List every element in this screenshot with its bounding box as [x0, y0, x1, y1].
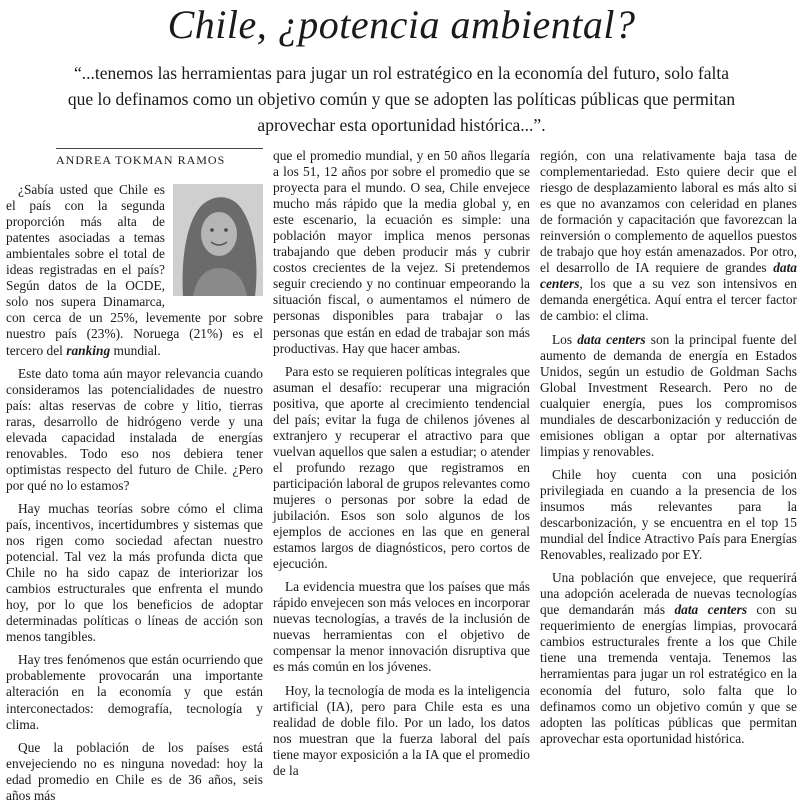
col1-p1: ¿Sabía usted que Chile es el país con la segunda proporción más alta de patentes asociadas a temas ambientales sobre el total de ideas registradas en el país? Según datos de la OCDE, solo nos supera Dinamarca, con cerca de un 25%, levemente por sobre nuestro país (23%). Noruega (21%) es el tercero del [6, 182, 263, 358]
col2-p3: La evidencia muestra que los países que más rápido envejecen son más veloces en incorporar nuevas tecnologías, a través de la inclusión de nuevas herramientas con el objetivo de compensar la menor innovación disruptiva que es más común en los jóvenes. [273, 579, 530, 675]
col3-p2-start: Los [552, 331, 573, 347]
col2-p1: que el promedio mundial, y en 50 años llegaría a los 51, 12 años por sobre el promedio que se proyecta para el mundo. O sea, Chile envejece mucho más rápido que la media global y, en este escenario, la ecuación es simple: una población mayor implica menos personas trabajando que deben producir más y cubrir costos crecientes de la vejez. Si pretendemos seguir creciendo y no continuar empeorando la situación fiscal, o aumentamos el número de personas disponibles para trabajar o las personas que están en edad de trabajar son más productivas. Hay que hacer ambas. [273, 148, 530, 356]
col1-p1-end: mundial. [113, 342, 161, 358]
col1-p3: Hay muchas teorías sobre cómo el clima país, incentivos, incertidumbres y sistemas que nos rigen como sociedad afectan nuestro potencial. Tal vez la más profunda dicta que Chile no ha sido capaz de interiorizar los cambios estructurales que enfrenta el mundo hoy, por lo que los beneficios de adoptar determinadas políticas o líneas de acción son menos tangibles. [6, 500, 263, 645]
col3-p1-end: , los que a su vez son intensivos en demanda energética. Aquí entra el tercer factor de cambio: el clima. [540, 276, 797, 324]
col3-p2-end: son la principal fuente del aumento de demanda de energía en Estados Unidos, según un estudio de Goldman Sachs Global Investment Research. Pero no de cualquier energía, pues los compromisos mundiales de descarbonización y reducción de emisiones obligan a optar por alternativas limpias y renovables. [540, 331, 797, 459]
pull-quote: “...tenemos las herramientas para jugar un rol estratégico en la economía del futuro, solo falta que lo definamos como un objetivo común y que se adopten las políticas públicas que permitan aprovechar esta oportunidad histórica...”. [67, 63, 736, 135]
article-body [6, 148, 798, 803]
col1-p1-italic: ranking [66, 342, 111, 358]
col3-p1: región, con una relativamente baja tasa de complementariedad. Esto quiere decir que el riesgo de desplazamiento laboral es más alto si es que no avanzamos con celeridad en planes de formación y capacitación que favorezcan la reinversión o complemento de aquellos puestos de trabajo que hoy están amenazados. Por otro, el desarrollo de IA requiere de grandes [540, 148, 797, 276]
headline: Chile, ¿potencia ambiental? [167, 2, 636, 47]
col1-p5: Que la población de los países está envejeciendo no es ninguna novedad: hoy la edad promedio en Chile es de 36 años, seis años más [6, 739, 263, 803]
author-photo [173, 184, 263, 296]
col3-p2-italic: data centers [577, 331, 646, 347]
column-1 [6, 148, 263, 803]
col3-p1-italic: data centers [540, 260, 797, 292]
col1-p4: Hay tres fenómenos que están ocurriendo que probablemente provocarán una importante alteración en la economía y que están interconectados: demografía, tecnología y clima. [6, 652, 263, 732]
col3-p4-italic: data centers [674, 602, 748, 618]
col2-p2: Para esto se requieren políticas integrales que asuman el desafío: recuperar una migración positiva, que aporte al crecimiento tendencial del país; evitar la fuga de chilenos jóvenes al extranjero y recuperar el atractivo para que vuelvan aquellos que salen a estudiar; o atender el profundo rezago que registramos en participación laboral de grupos relevantes como mujeres o personas por sobre la edad de jubilación. Esos son solo algunos de los ejemplos de acciones en las que en general estamos largos de diagnósticos, pero cortos de ejecución. [273, 363, 530, 572]
col3-p4-start: Una población que envejece, que requerirá una adopción acelerada de nuevas tecnologías que demandarán más [540, 570, 797, 618]
col1-p2: Este dato toma aún mayor relevancia cuando consideramos las potencialidades de nuestro país: altas reservas de cobre y litio, tierras raras, desarrollo de hidrógeno verde y una elevada capacidad instalada de energías renovables. Todo eso nos debiera tener optimistas respecto del futuro de Chile. ¿Pero por qué no lo estamos? [6, 365, 263, 493]
col2-p4: Hoy, la tecnología de moda es la inteligencia artificial (IA), pero para Chile esta es una realidad de doble filo. Por un lado, los datos nos muestran que la fuerza laboral del país tiene mayor exposición a la IA que el promedio de la [273, 682, 530, 778]
col3-p3: Chile hoy cuenta con una posición privilegiada en cuando a la presencia de los insumos más relevantes para la descarbonización, y se encuentra en el top 15 mundial del Índice Atractivo País para Energías Renovables, realizado por EY. [540, 466, 797, 563]
column-3 [540, 148, 798, 746]
column-2 [273, 148, 530, 778]
col3-p4-end: con su requerimiento de energías limpias, provocará cambios estructurales frente a los que Chile tiene una tremenda ventaja. Tenemos las herramientas para jugar un rol estratégico en la economía del futuro, solo falta que lo definamos como un objetivo común y que se adopten las políticas públicas que permitan aprovechar esta oportunidad histórica. [540, 602, 798, 746]
author-byline: ANDREA TOKMAN RAMOS [56, 148, 263, 168]
